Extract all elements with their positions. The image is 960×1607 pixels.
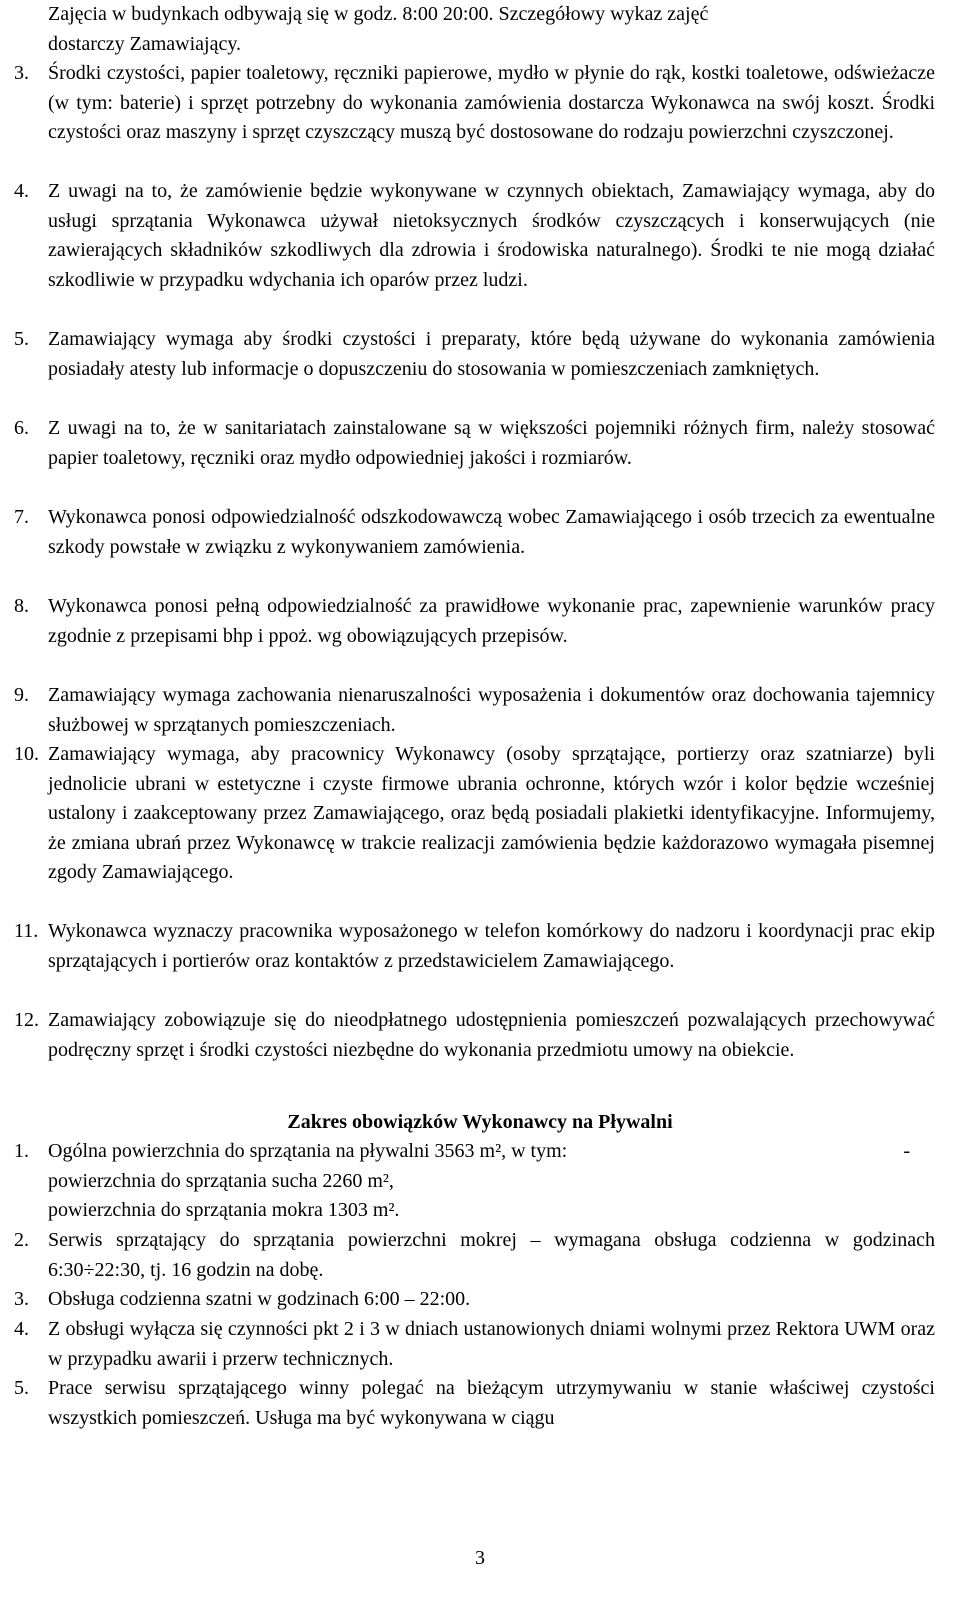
list-item-number: 3. bbox=[14, 62, 29, 84]
list-item-text: Zamawiający wymaga, aby pracownicy Wykonawcy (osoby sprzątające, portierzy oraz szatniarze) byli jednolicie ubrani w estetyczne i czyste firmowe ubrania ochronne, których wzór i kolor będzie wcześniej ustalony i zaakceptowany przez Zamawiającego, oraz będą posiadali plakietki identyfikacyjne. Informujemy, że zmiana ubrań przez Wykonawcę w trakcie realizacji zamówienia będzie każdorazowo wymagała pisemnej zgody Zamawiającego. bbox=[48, 743, 935, 884]
list-item-text: Serwis sprzątający do sprzątania powierzchni mokrej – wymagana obsługa codzienna w godzinach 6:30÷22:30, tj. 16 godzin na dobę. bbox=[48, 1229, 935, 1281]
list-item-text: Obsługa codzienna szatni w godzinach 6:00 – 22:00. bbox=[48, 1288, 471, 1310]
list-item bbox=[14, 917, 935, 976]
list-item-number: 7. bbox=[14, 506, 29, 528]
list-item-number: 11. bbox=[14, 920, 39, 942]
list-item bbox=[14, 325, 935, 384]
list-item-number: 4. bbox=[14, 180, 29, 202]
list-item bbox=[14, 681, 935, 740]
area-wet-line: powierzchnia do sprzątania mokra 1303 m². bbox=[48, 1199, 400, 1222]
list-item-text: Z uwagi na to, że zamówienie będzie wykonywane w czynnych obiektach, Zamawiający wymaga, aby do usługi sprzątania Wykonawca używał nietoksycznych środków czyszczących i konserwujących (nie zawierających składników szkodliwych dla zdrowia i środowiska naturalnego). Środki te nie mogą działać szkodliwie w przypadku wdychania ich oparów przez ludzi. bbox=[48, 180, 935, 291]
intro-line-1: Zajęcia w budynkach odbywają się w godz. 8:00 20:00. Szczegółowy wykaz zajęć bbox=[48, 3, 709, 25]
page-number: 3 bbox=[475, 1547, 485, 1569]
list-item-text: Zamawiający zobowiązuje się do nieodpłatnego udostępnienia pomieszczeń pozwalających przechowywać podręczny sprzęt i środki czystości niezbędne do wykonania przedmiotu umowy na obiekcie. bbox=[48, 1009, 935, 1061]
dash-mark: - bbox=[903, 1140, 910, 1162]
list-item-number: 5. bbox=[14, 328, 29, 350]
list-item-number: 10. bbox=[14, 743, 39, 765]
list-item-text: Wykonawca ponosi odpowiedzialność odszkodowawczą wobec Zamawiającego i osób trzecich za ewentualne szkody powstałe w związku z wykonywaniem zamówienia. bbox=[48, 506, 935, 558]
list-item-text: Zamawiający wymaga zachowania nienaruszalności wyposażenia i dokumentów oraz dochowania tajemnicy służbowej w sprzątanych pomieszczeniach. bbox=[48, 684, 935, 736]
list-item bbox=[14, 1006, 935, 1065]
list-item bbox=[14, 177, 935, 295]
list-item bbox=[14, 503, 935, 562]
list-item-number: 5. bbox=[14, 1377, 29, 1399]
list-item-text: Zamawiający wymaga aby środki czystości i preparaty, które będą używane do wykonania zamówienia posiadały atesty lub informacje o dopuszczeniu do stosowania w pomieszczeniach zamkniętych. bbox=[48, 328, 935, 380]
list-item bbox=[14, 1285, 935, 1315]
list-item-text: Z obsługi wyłącza się czynności pkt 2 i 3 w dniach ustanowionych dniami wolnymi przez Rektora UWM oraz w przypadku awarii i przerw technicznych. bbox=[48, 1318, 935, 1370]
list-item-text: Prace serwisu sprzątającego winny polegać na bieżącym utrzymywaniu w stanie właściwej czystości wszystkich pomieszczeń. Usługa ma być wykonywana w ciągu bbox=[48, 1377, 935, 1429]
list-item bbox=[14, 414, 935, 473]
list-item-text bbox=[48, 1137, 935, 1226]
list-item bbox=[14, 592, 935, 651]
list-item-text: Wykonawca wyznaczy pracownika wyposażonego w telefon komórkowy do nadzoru i koordynacji prac ekip sprzątających i portierów oraz kontaktów z przedstawicielem Zamawiającego. bbox=[48, 920, 935, 972]
list-item bbox=[14, 1315, 935, 1374]
list-item-number: 4. bbox=[14, 1318, 29, 1340]
list-item-number: 12. bbox=[14, 1009, 39, 1031]
list-item-text: Z uwagi na to, że w sanitariatach zainstalowane są w większości pojemniki różnych firm, należy stosować papier toaletowy, ręczniki oraz mydło odpowiedniej jakości i rozmiarów. bbox=[48, 417, 935, 469]
list-item bbox=[14, 1226, 935, 1285]
intro-line-2: dostarczy Zamawiający. bbox=[48, 32, 242, 55]
list-item-number: 6. bbox=[14, 417, 29, 439]
section-heading: Zakres obowiązków Wykonawcy na Pływalni bbox=[287, 1111, 673, 1133]
list-item-number: 3. bbox=[14, 1288, 29, 1310]
list-item-number: 8. bbox=[14, 595, 29, 617]
area-dry-line: powierzchnia do sprzątania sucha 2260 m², bbox=[48, 1169, 394, 1192]
list-item bbox=[14, 1374, 935, 1433]
list-item-text: Środki czystości, papier toaletowy, ręczniki papierowe, mydło w płynie do rąk, kostki toaletowe, odświeżacze (w tym: baterie) i sprzęt potrzebny do wykonania zamówienia dostarcza Wykonawca na swój koszt. Środki czystości oraz maszyny i sprzęt czyszczący muszą być dostosowane do rodzaju powierzchni czyszczonej. bbox=[48, 62, 935, 144]
list-item bbox=[14, 740, 935, 888]
list-item-text: Wykonawca ponosi pełną odpowiedzialność za prawidłowe wykonanie prac, zapewnienie warunków pracy zgodnie z przepisami bhp i ppoż. wg obowiązujących przepisów. bbox=[48, 595, 935, 647]
list-item bbox=[14, 1137, 935, 1226]
intro-paragraph bbox=[48, 0, 935, 59]
list-item-number: 2. bbox=[14, 1229, 29, 1251]
list-item bbox=[14, 59, 935, 148]
list-item-number: 9. bbox=[14, 684, 29, 706]
area-total-line: Ogólna powierzchnia do sprzątania na pływalni 3563 m², w tym: bbox=[48, 1140, 568, 1162]
list-item-number: 1. bbox=[14, 1140, 29, 1162]
